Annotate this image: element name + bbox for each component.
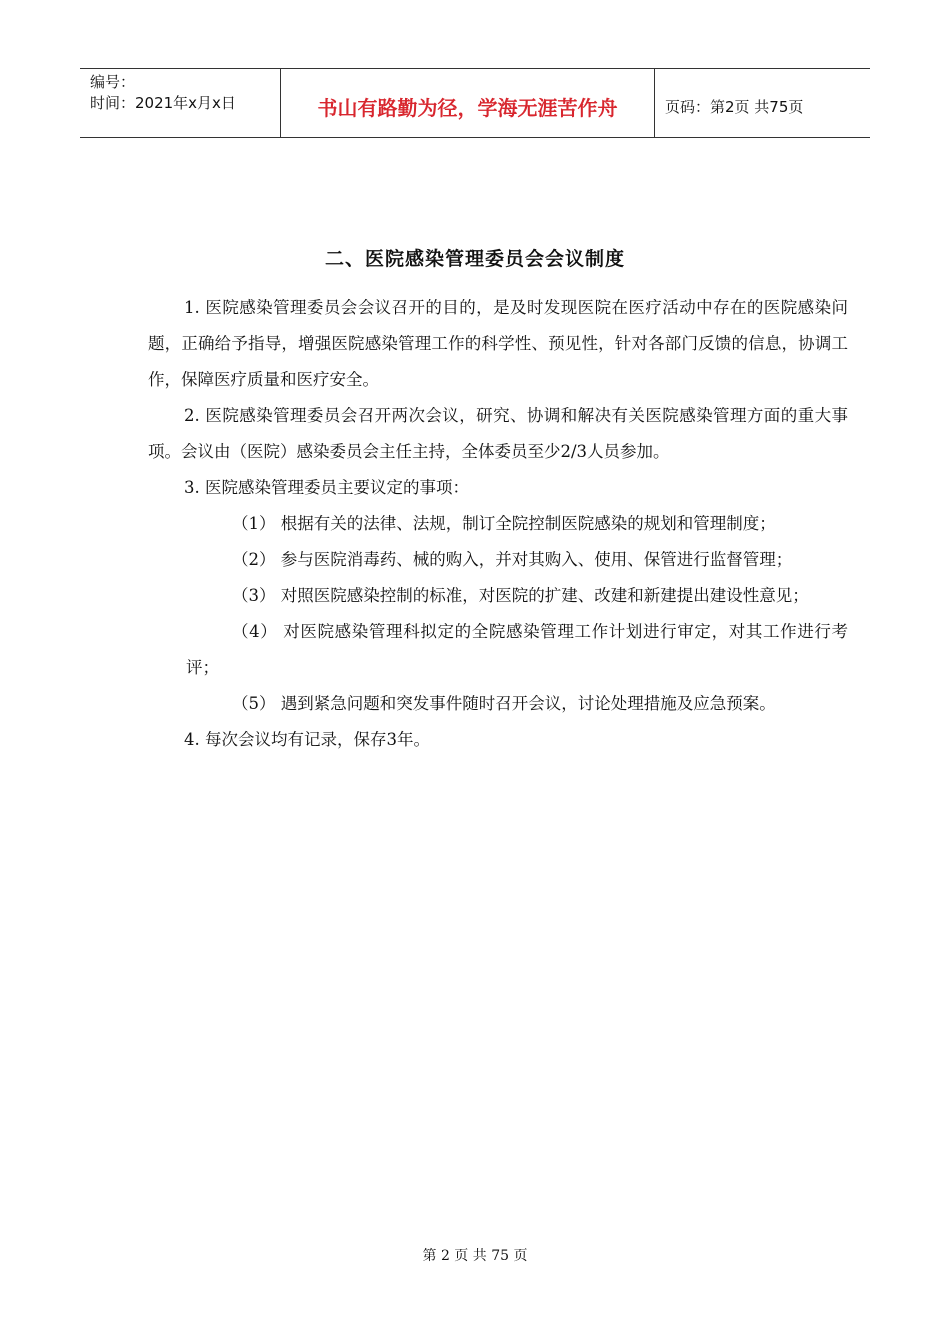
number-label: 编号： [90, 73, 136, 91]
sub-item-4: （4） 对医院感染管理科拟定的全院感染管理工作计划进行审定，对其工作进行考评； [186, 622, 848, 677]
header-page-label: 页码：第2页 共75页 [665, 97, 804, 116]
time-label: 时间：2021年x月x日 [90, 94, 236, 112]
document-body [148, 290, 848, 758]
page-footer: 第 2 页 共 75 页 [422, 1248, 528, 1264]
sub-item-1: （1） 根据有关的法律、法规，制订全院控制医院感染的规划和管理制度； [232, 514, 776, 533]
header-motto: 书山有路勤为径，学海无涯苦作舟 [281, 69, 655, 137]
paragraph-2: 2. 医院感染管理委员会召开两次会议，研究、协调和解决有关医院感染管理方面的重大事项。会议由（医院）感染委员会主任主持，全体委员至少2/3人员参加。 [148, 406, 848, 461]
sub-item-5: （5） 遇到紧急问题和突发事件随时召开会议，讨论处理措施及应急预案。 [232, 694, 776, 713]
paragraph-1: 1. 医院感染管理委员会会议召开的目的，是及时发现医院在医疗活动中存在的医院感染问题，正确给予指导，增强医院感染管理工作的科学性、预见性，针对各部门反馈的信息，协调工作，保障医疗质量和医疗安全。 [148, 298, 848, 389]
sub-item-3: （3） 对照医院感染控制的标准，对医院的扩建、改建和新建提出建设性意见； [232, 586, 809, 605]
sub-item-2: （2） 参与医院消毒药、械的购入，并对其购入、使用、保管进行监督管理； [232, 550, 793, 569]
paragraph-3: 3. 医院感染管理委员主要议定的事项： [184, 478, 469, 497]
header-meta [80, 69, 281, 137]
paragraph-4: 4. 每次会议均有记录，保存3年。 [184, 730, 430, 749]
document-title: 二、医院感染管理委员会会议制度 [324, 248, 625, 270]
page-header [80, 68, 870, 138]
